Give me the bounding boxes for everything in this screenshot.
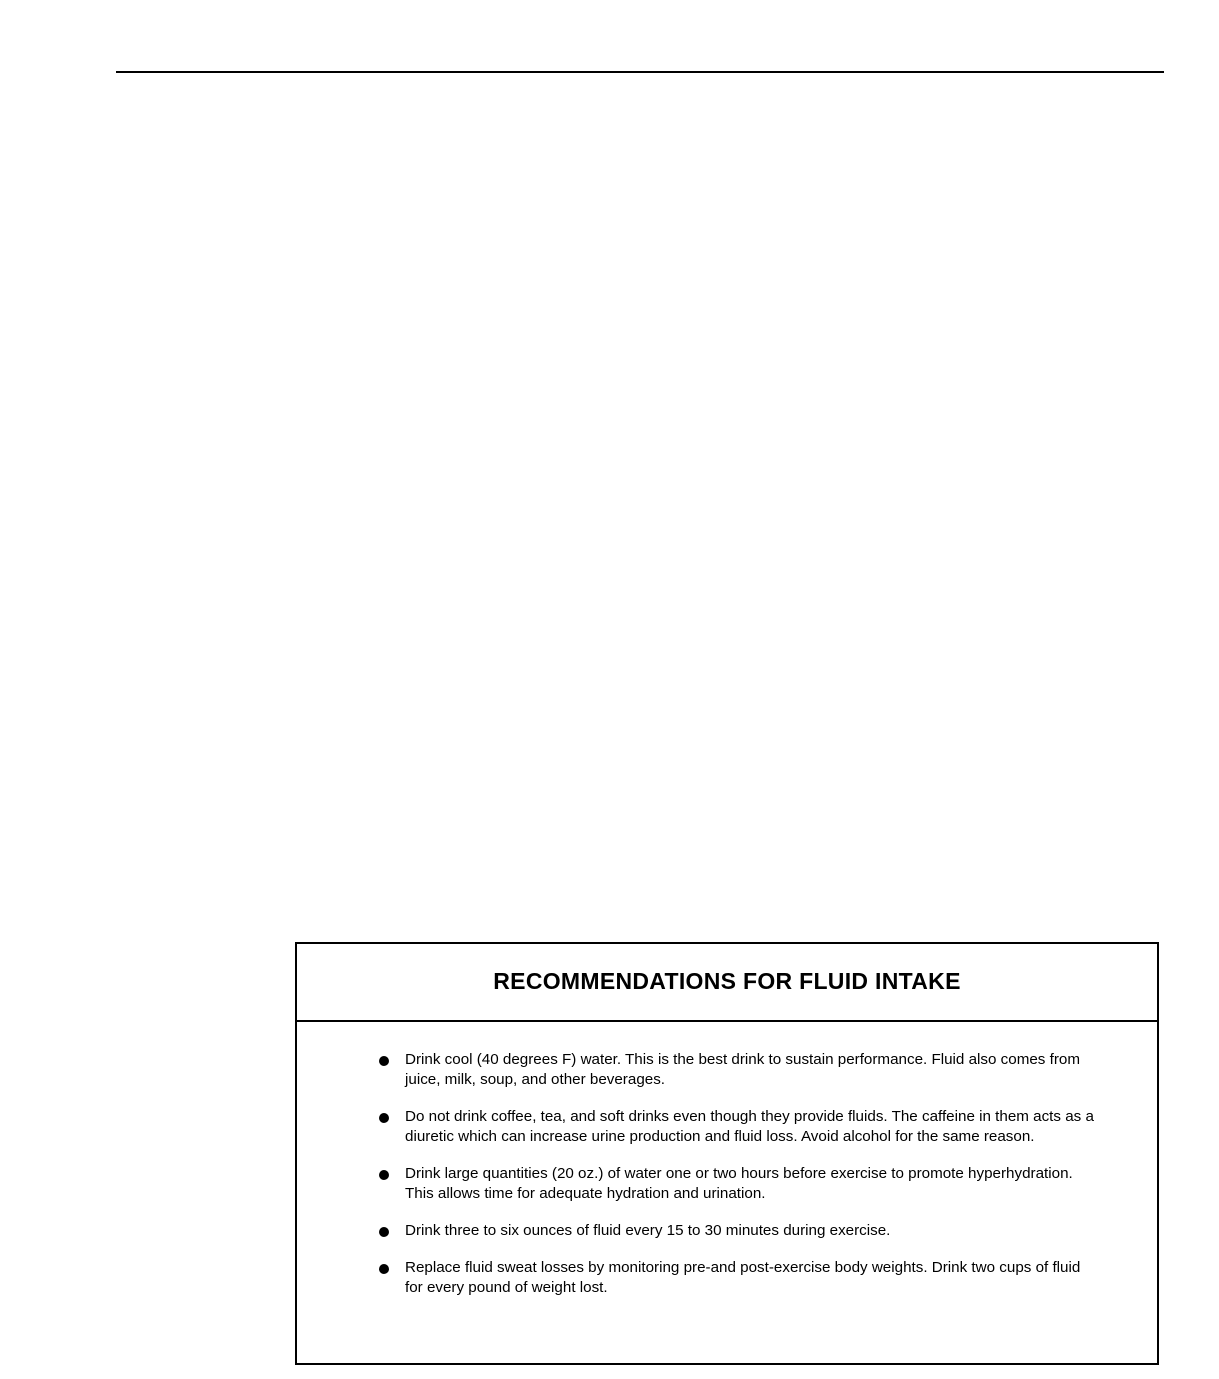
list-item-text: Drink large quantities (20 oz.) of water one or two hours before exercise to promote hyperhydration. This allows time for adequate hydration and urination. bbox=[405, 1165, 1073, 1202]
list-item bbox=[375, 1221, 1097, 1241]
bullet-icon bbox=[379, 1113, 389, 1123]
bullet-icon bbox=[379, 1056, 389, 1066]
list-item-text: Do not drink coffee, tea, and soft drinks even though they provide fluids. The caffeine in them acts as a diuretic which can increase urine production and fluid loss. Avoid alcohol for the same reason. bbox=[405, 1108, 1094, 1145]
top-horizontal-rule bbox=[116, 71, 1164, 73]
fluid-intake-recommendations-box bbox=[295, 942, 1159, 1365]
list-item-text: Drink cool (40 degrees F) water. This is the best drink to sustain performance. Fluid also comes from juice, milk, soup, and other beverages. bbox=[405, 1051, 1080, 1088]
bullet-icon bbox=[379, 1170, 389, 1180]
list-item bbox=[375, 1050, 1097, 1090]
list-item bbox=[375, 1107, 1097, 1147]
box-header bbox=[297, 944, 1157, 1022]
bullet-icon bbox=[379, 1264, 389, 1274]
list-item bbox=[375, 1164, 1097, 1204]
box-title: RECOMMENDATIONS FOR FLUID INTAKE bbox=[493, 967, 961, 994]
bullet-icon bbox=[379, 1227, 389, 1237]
recommendation-list bbox=[297, 1022, 1157, 1298]
list-item-text: Replace fluid sweat losses by monitoring pre-and post-exercise body weights. Drink two cups of fluid for every pound of weight lost. bbox=[405, 1259, 1081, 1296]
list-item bbox=[375, 1258, 1097, 1298]
list-item-text: Drink three to six ounces of fluid every 15 to 30 minutes during exercise. bbox=[405, 1222, 891, 1239]
